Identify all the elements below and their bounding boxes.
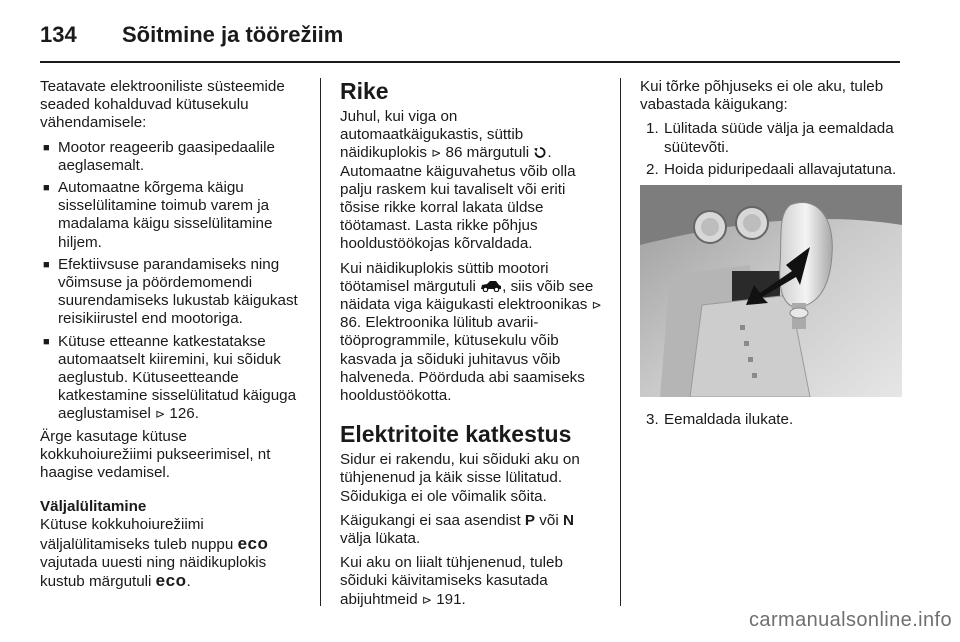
power-paragraph-1: Sidur ei rakendu, kui sõiduki aku on tühjenenud ja käik sisse lülitatud. Sõidukiga ei ole võimalik sõita. bbox=[340, 451, 580, 505]
page-ref: 86. Elektroonika lülitub avarii-tööprogrammile, kütusekulu võib kasvada ja sõiduki juhitavus võib halveneda. Pöörduda abi saamiseks hooldustöökotta. bbox=[340, 314, 585, 405]
watermark: carmanualsonline.info bbox=[749, 609, 952, 631]
column-3 bbox=[640, 78, 902, 433]
intro-paragraph: Teatavate elektrooniliste süsteemide seaded kohalduvad kütusekulu vähendamisele: bbox=[40, 78, 285, 132]
gearbox-warning-icon bbox=[533, 146, 547, 158]
list-item: ■ Automaatne kõrgema käigu sisselülitamine toimub varem ja madalama käigu sisselülitamine hiljem. bbox=[43, 179, 273, 251]
page-ref[interactable]: 126. bbox=[169, 405, 199, 423]
step-item: 3. Eemaldada ilukate. bbox=[646, 411, 794, 429]
eco-icon: eco bbox=[237, 533, 269, 553]
car-fault-icon bbox=[480, 280, 502, 292]
page-number: 134 bbox=[40, 22, 77, 47]
column-2 bbox=[340, 78, 602, 615]
column-1 bbox=[40, 78, 302, 597]
fault-paragraph-1: Juhul, kui viga on automaatkäigukastis, süttib näidikuplokis ⊳ 86 märgutuli . Automaatne käiguvahetus võib olla palju raskem kui tavaliselt või eriti tõsise rikke korral lakata üldse töötamast. Lasta rikke põhjus hooldustöökojas kõrvaldada. bbox=[340, 108, 576, 253]
steps-list bbox=[640, 120, 902, 179]
page-ref[interactable]: 191. bbox=[436, 590, 466, 608]
towing-paragraph: Ärge kasutage kütuse kokkuhoiurežiimi pukseerimisel, nt haagise vedamisel. bbox=[40, 427, 271, 482]
heading-fault: Rike bbox=[340, 78, 389, 104]
heading-power-interruption: Elektritoite katkestus bbox=[340, 421, 572, 448]
eco-icon: eco bbox=[155, 571, 187, 591]
column-divider bbox=[620, 78, 621, 606]
bullet-icon: ■ bbox=[43, 141, 50, 154]
list-item: ■ Mootor reageerib gaasipedaalile aeglasemalt. bbox=[43, 138, 275, 174]
release-intro: Kui tõrke põhjuseks ei ole aku, tuleb vabastada käigukang: bbox=[640, 78, 884, 114]
gear-p-label: P bbox=[524, 511, 536, 529]
bullet-icon: ■ bbox=[43, 182, 50, 195]
deactivation-paragraph: Kütuse kokkuhoiurežiimi väljalülitamiseks tuleb nuppu eco vajutada uuesti ning näidikuplokis kustub märgutuli eco. bbox=[40, 516, 269, 591]
power-paragraph-3: Kui aku on liialt tühjenenud, tuleb sõiduki käivitamiseks kasutada abijuhtmeid ⊳ 191. bbox=[340, 554, 563, 608]
page-title: Sõitmine ja töörežiim bbox=[122, 22, 344, 47]
step-item: 1. Lülitada süüde välja ja eemaldada süütevõti. bbox=[646, 120, 894, 156]
header-rule bbox=[40, 61, 900, 63]
gear-n-label: N bbox=[562, 511, 574, 529]
column-divider bbox=[320, 78, 321, 606]
fault-paragraph-2: Kui näidikuplokis süttib mootori töötamisel märgutuli , siis võib see näidata viga käigukasti elektroonikas ⊳ 86. Elektroonika lülitub avarii-tööprogrammile, kütusekulu võib kasvada ja sõiduki juhitavus võib halveneda. Pöörduda abi saamiseks hooldustöökotta. bbox=[340, 259, 602, 405]
page-ref-icon: ⊳ bbox=[421, 592, 432, 607]
list-item: ■ Kütuse etteanne katkestatakse automaatselt kiiremini, kui sõiduk aeglustub. Kütuseetteande katkestamine sisselülitatud käiguga aeglustamisel ⊳ 126. bbox=[43, 332, 297, 423]
gear-lever-photo bbox=[640, 185, 902, 397]
steps-list-continued bbox=[640, 411, 902, 429]
step-item: 2. Hoida piduripedaali allavajutatuna. bbox=[646, 160, 897, 178]
subheading-deactivation: Väljalülitamine bbox=[40, 498, 147, 516]
page-ref-icon: ⊳ bbox=[431, 146, 442, 161]
power-paragraph-2: Käigukangi ei saa asendist P või N välja lükata. bbox=[340, 511, 574, 548]
bullet-icon: ■ bbox=[43, 335, 50, 348]
list-item: ■ Efektiivsuse parandamiseks ning võimsuse ja pöördemomendi suurendamiseks lukustab käigukast reisikiirustel end mootoriga. bbox=[43, 255, 298, 328]
page-ref[interactable]: 86 märgutuli bbox=[445, 144, 530, 162]
bullet-icon: ■ bbox=[43, 258, 50, 271]
page-ref-icon: ⊳ bbox=[591, 298, 602, 313]
page-ref-icon: ⊳ bbox=[155, 407, 166, 422]
bullet-list bbox=[40, 139, 302, 424]
page-header bbox=[40, 22, 343, 52]
